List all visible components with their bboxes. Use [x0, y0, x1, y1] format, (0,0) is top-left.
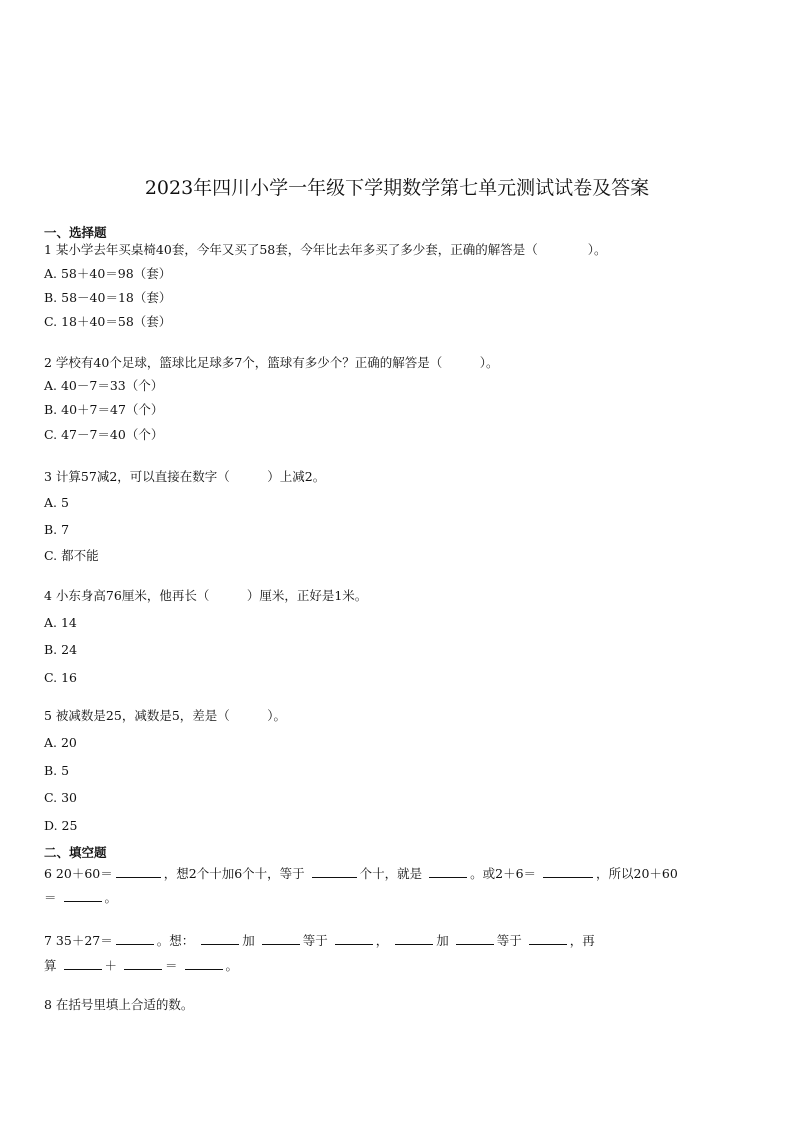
option: B. 24	[44, 642, 78, 657]
option: B. 7	[44, 522, 70, 537]
section-heading-fill: 二、填空题	[44, 845, 107, 860]
answer-blank	[529, 932, 567, 945]
question-6	[44, 865, 678, 882]
answer-blank	[543, 865, 593, 878]
question-8: 8 在括号里填上合适的数。	[44, 997, 194, 1012]
text: 个十，就是	[359, 866, 423, 881]
answer-blank	[456, 932, 494, 945]
answer-blank	[395, 932, 433, 945]
text: ，再	[569, 933, 595, 948]
question-7-continued	[44, 957, 238, 974]
text: 7 35＋27＝	[44, 933, 113, 948]
text: 加	[242, 933, 255, 948]
answer-blank	[116, 865, 161, 878]
page-title: 2023年四川小学一年级下学期数学第七单元测试试卷及答案	[144, 177, 650, 199]
text: 。想：	[156, 933, 195, 948]
question-1: 1 某小学去年买桌椅40套，今年又买了58套，今年比去年多买了多少套，正确的解答是（ ）。	[44, 242, 607, 257]
question-4: 4 小东身高76厘米，他再长（ ）厘米，正好是1米。	[44, 588, 368, 603]
answer-blank	[185, 957, 223, 970]
text: 等于	[302, 933, 328, 948]
text: ＝	[165, 958, 178, 973]
text: ，	[375, 933, 389, 948]
question-5: 5 被减数是25，减数是5，差是（ ）。	[44, 708, 287, 723]
option: A. 40－7＝33（个）	[44, 378, 164, 393]
question-7	[44, 932, 595, 949]
answer-blank	[116, 932, 154, 945]
text: ，想2个十加6个十，等于	[163, 866, 305, 881]
answer-blank	[312, 865, 357, 878]
text: 等于	[496, 933, 522, 948]
option: A. 5	[44, 495, 69, 510]
option: C. 18＋40＝58（套）	[44, 314, 172, 329]
text: 。	[225, 958, 239, 973]
answer-blank	[262, 932, 300, 945]
option: C. 30	[44, 790, 77, 805]
option: B. 5	[44, 763, 70, 778]
answer-blank	[201, 932, 239, 945]
text: 算	[44, 958, 57, 973]
option: A. 58＋40＝98（套）	[44, 266, 172, 281]
option: C. 16	[44, 670, 77, 685]
answer-blank	[335, 932, 373, 945]
option: D. 25	[44, 818, 78, 833]
option: B. 40＋7＝47（个）	[44, 402, 164, 417]
answer-blank	[124, 957, 162, 970]
text: ，所以20＋60	[596, 866, 678, 881]
section-heading-choice: 一、选择题	[44, 225, 107, 240]
option: A. 20	[44, 735, 77, 750]
option: A. 14	[44, 615, 77, 630]
question-6-continued	[44, 889, 117, 906]
text: 加	[436, 933, 449, 948]
question-3: 3 计算57减2，可以直接在数字（ ）上减2。	[44, 469, 326, 484]
text: ＝	[44, 890, 57, 905]
text: 。	[104, 890, 118, 905]
answer-blank	[64, 957, 102, 970]
option: C. 都不能	[44, 548, 99, 563]
text: ＋	[104, 958, 118, 973]
text: 6 20＋60＝	[44, 866, 113, 881]
option: C. 47－7＝40（个）	[44, 427, 164, 442]
answer-blank	[429, 865, 467, 878]
answer-blank	[64, 889, 102, 902]
question-2: 2 学校有40个足球，篮球比足球多7个，篮球有多少个？正确的解答是（ ）。	[44, 355, 499, 370]
option: B. 58－40＝18（套）	[44, 290, 172, 305]
text: 。或2＋6＝	[470, 866, 537, 881]
